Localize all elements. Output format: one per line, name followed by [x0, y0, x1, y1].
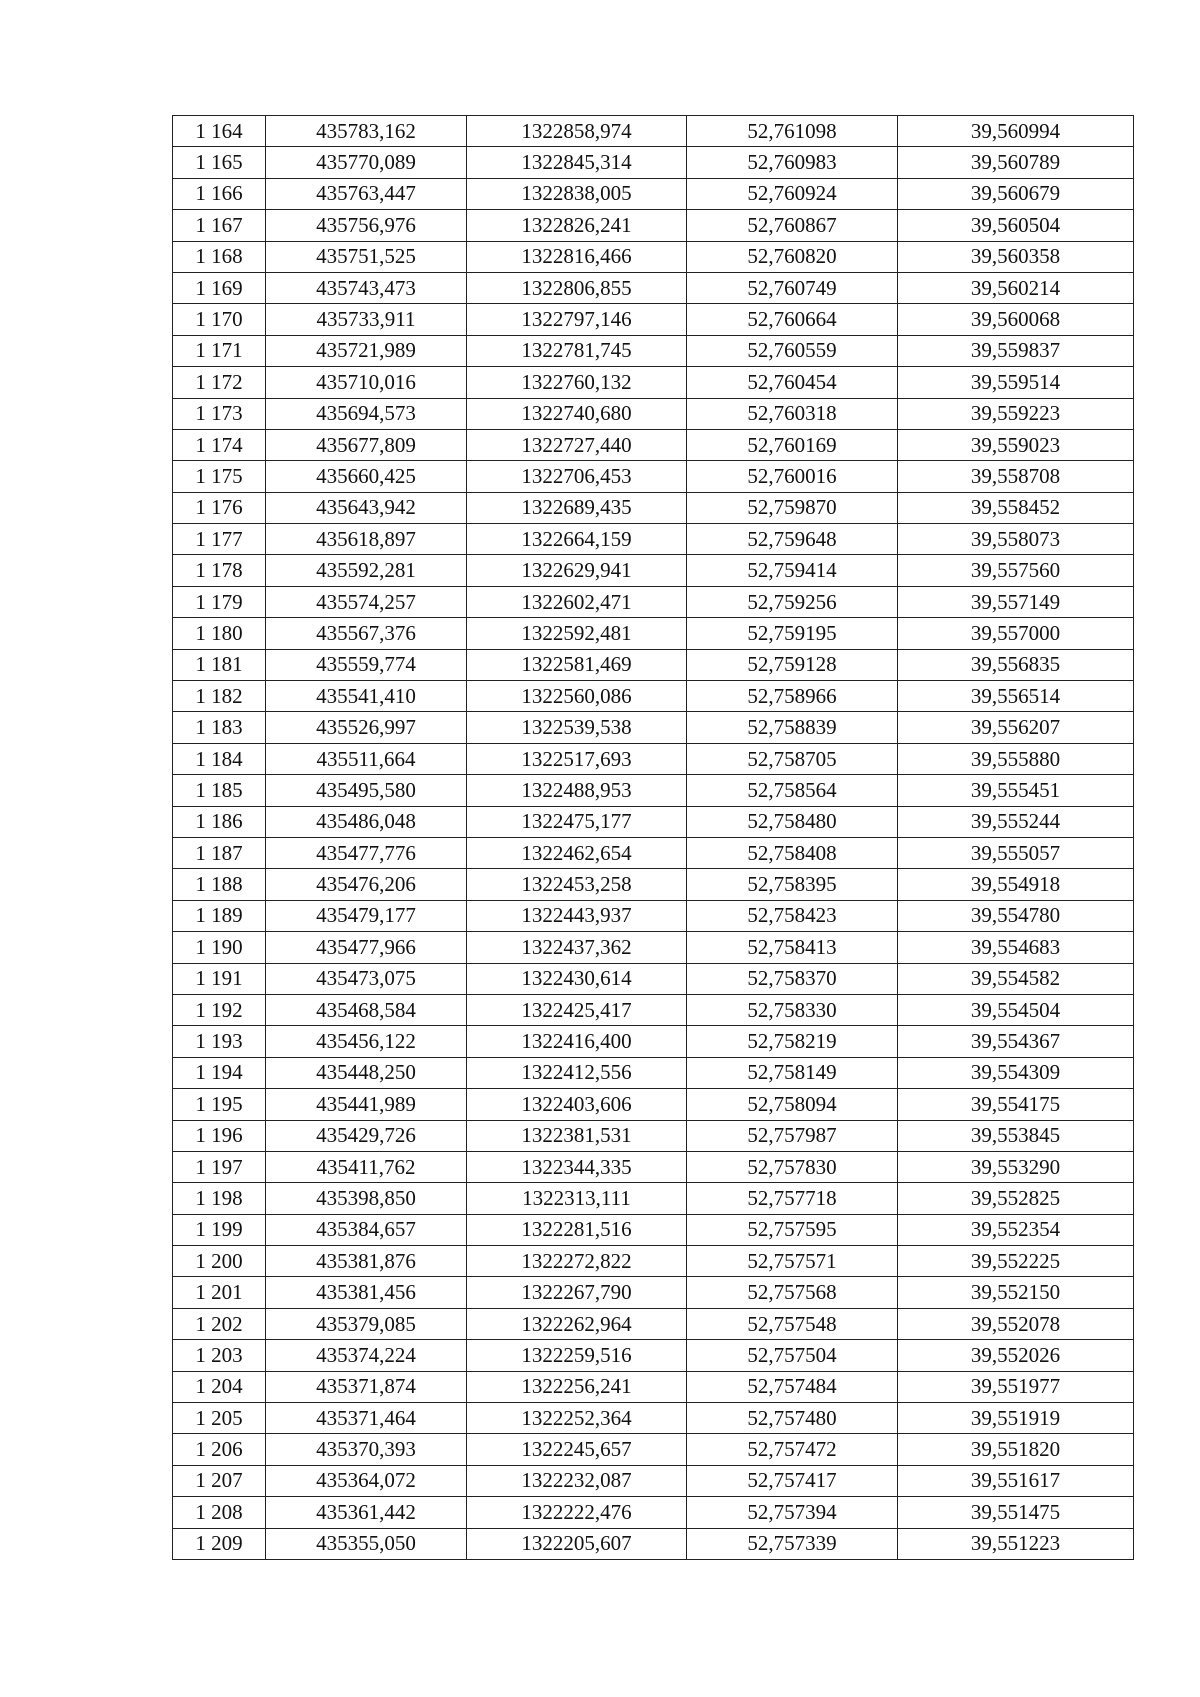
latitude-cell: 52,758423 — [687, 900, 898, 931]
longitude-cell: 39,555451 — [898, 775, 1134, 806]
longitude-cell: 39,560994 — [898, 116, 1134, 147]
y-coordinate-cell: 1322313,111 — [467, 1183, 687, 1214]
x-coordinate-cell: 435429,726 — [266, 1120, 467, 1151]
point-number-cell: 1 207 — [173, 1465, 266, 1496]
point-number-cell: 1 185 — [173, 775, 266, 806]
point-number-cell: 1 178 — [173, 555, 266, 586]
longitude-cell: 39,551617 — [898, 1465, 1134, 1496]
y-coordinate-cell: 1322581,469 — [467, 649, 687, 680]
x-coordinate-cell: 435486,048 — [266, 806, 467, 837]
y-coordinate-cell: 1322267,790 — [467, 1277, 687, 1308]
table-row — [173, 1465, 1134, 1496]
point-number-cell: 1 191 — [173, 963, 266, 994]
longitude-cell: 39,552225 — [898, 1246, 1134, 1277]
latitude-cell: 52,758413 — [687, 932, 898, 963]
longitude-cell: 39,555880 — [898, 743, 1134, 774]
x-coordinate-cell: 435479,177 — [266, 900, 467, 931]
x-coordinate-cell: 435448,250 — [266, 1057, 467, 1088]
table-row — [173, 1434, 1134, 1465]
y-coordinate-cell: 1322806,855 — [467, 272, 687, 303]
latitude-cell: 52,759128 — [687, 649, 898, 680]
x-coordinate-cell: 435733,911 — [266, 304, 467, 335]
point-number-cell: 1 177 — [173, 524, 266, 555]
latitude-cell: 52,757830 — [687, 1151, 898, 1182]
longitude-cell: 39,554780 — [898, 900, 1134, 931]
latitude-cell: 52,758094 — [687, 1089, 898, 1120]
x-coordinate-cell: 435677,809 — [266, 429, 467, 460]
x-coordinate-cell: 435751,525 — [266, 241, 467, 272]
table-row — [173, 524, 1134, 555]
table-row — [173, 1277, 1134, 1308]
point-number-cell: 1 186 — [173, 806, 266, 837]
longitude-cell: 39,560214 — [898, 272, 1134, 303]
latitude-cell: 52,758370 — [687, 963, 898, 994]
x-coordinate-cell: 435411,762 — [266, 1151, 467, 1182]
y-coordinate-cell: 1322816,466 — [467, 241, 687, 272]
latitude-cell: 52,760749 — [687, 272, 898, 303]
longitude-cell: 39,553845 — [898, 1120, 1134, 1151]
y-coordinate-cell: 1322262,964 — [467, 1308, 687, 1339]
x-coordinate-cell: 435379,085 — [266, 1308, 467, 1339]
table-row — [173, 1246, 1134, 1277]
point-number-cell: 1 174 — [173, 429, 266, 460]
latitude-cell: 52,760454 — [687, 367, 898, 398]
longitude-cell: 39,560504 — [898, 210, 1134, 241]
table-row — [173, 775, 1134, 806]
latitude-cell: 52,757548 — [687, 1308, 898, 1339]
latitude-cell: 52,757484 — [687, 1371, 898, 1402]
longitude-cell: 39,551977 — [898, 1371, 1134, 1402]
longitude-cell: 39,557560 — [898, 555, 1134, 586]
y-coordinate-cell: 1322443,937 — [467, 900, 687, 931]
latitude-cell: 52,757417 — [687, 1465, 898, 1496]
point-number-cell: 1 205 — [173, 1403, 266, 1434]
point-number-cell: 1 183 — [173, 712, 266, 743]
point-number-cell: 1 209 — [173, 1528, 266, 1559]
x-coordinate-cell: 435763,447 — [266, 178, 467, 209]
latitude-cell: 52,760169 — [687, 429, 898, 460]
y-coordinate-cell: 1322706,453 — [467, 461, 687, 492]
longitude-cell: 39,552354 — [898, 1214, 1134, 1245]
table-row — [173, 272, 1134, 303]
latitude-cell: 52,757718 — [687, 1183, 898, 1214]
latitude-cell: 52,758408 — [687, 837, 898, 868]
y-coordinate-cell: 1322727,440 — [467, 429, 687, 460]
point-number-cell: 1 206 — [173, 1434, 266, 1465]
longitude-cell: 39,558073 — [898, 524, 1134, 555]
latitude-cell: 52,760664 — [687, 304, 898, 335]
latitude-cell: 52,758480 — [687, 806, 898, 837]
y-coordinate-cell: 1322838,005 — [467, 178, 687, 209]
y-coordinate-cell: 1322437,362 — [467, 932, 687, 963]
y-coordinate-cell: 1322664,159 — [467, 524, 687, 555]
x-coordinate-cell: 435477,776 — [266, 837, 467, 868]
y-coordinate-cell: 1322281,516 — [467, 1214, 687, 1245]
latitude-cell: 52,760983 — [687, 147, 898, 178]
x-coordinate-cell: 435511,664 — [266, 743, 467, 774]
point-number-cell: 1 197 — [173, 1151, 266, 1182]
y-coordinate-cell: 1322629,941 — [467, 555, 687, 586]
x-coordinate-cell: 435384,657 — [266, 1214, 467, 1245]
longitude-cell: 39,560789 — [898, 147, 1134, 178]
latitude-cell: 52,757595 — [687, 1214, 898, 1245]
point-number-cell: 1 181 — [173, 649, 266, 680]
table-row — [173, 1308, 1134, 1339]
y-coordinate-cell: 1322592,481 — [467, 618, 687, 649]
y-coordinate-cell: 1322245,657 — [467, 1434, 687, 1465]
y-coordinate-cell: 1322272,822 — [467, 1246, 687, 1277]
x-coordinate-cell: 435541,410 — [266, 681, 467, 712]
coordinates-table-body — [173, 116, 1134, 1560]
table-row — [173, 681, 1134, 712]
x-coordinate-cell: 435477,966 — [266, 932, 467, 963]
table-row — [173, 429, 1134, 460]
point-number-cell: 1 169 — [173, 272, 266, 303]
longitude-cell: 39,554683 — [898, 932, 1134, 963]
table-row — [173, 178, 1134, 209]
longitude-cell: 39,553290 — [898, 1151, 1134, 1182]
y-coordinate-cell: 1322488,953 — [467, 775, 687, 806]
table-row — [173, 241, 1134, 272]
longitude-cell: 39,552026 — [898, 1340, 1134, 1371]
point-number-cell: 1 184 — [173, 743, 266, 774]
latitude-cell: 52,758330 — [687, 994, 898, 1025]
point-number-cell: 1 173 — [173, 398, 266, 429]
table-row — [173, 837, 1134, 868]
y-coordinate-cell: 1322453,258 — [467, 869, 687, 900]
x-coordinate-cell: 435559,774 — [266, 649, 467, 680]
x-coordinate-cell: 435526,997 — [266, 712, 467, 743]
x-coordinate-cell: 435783,162 — [266, 116, 467, 147]
y-coordinate-cell: 1322344,335 — [467, 1151, 687, 1182]
latitude-cell: 52,758149 — [687, 1057, 898, 1088]
point-number-cell: 1 189 — [173, 900, 266, 931]
table-row — [173, 335, 1134, 366]
x-coordinate-cell: 435710,016 — [266, 367, 467, 398]
point-number-cell: 1 199 — [173, 1214, 266, 1245]
table-row — [173, 1183, 1134, 1214]
y-coordinate-cell: 1322412,556 — [467, 1057, 687, 1088]
y-coordinate-cell: 1322740,680 — [467, 398, 687, 429]
y-coordinate-cell: 1322602,471 — [467, 586, 687, 617]
table-row — [173, 492, 1134, 523]
x-coordinate-cell: 435456,122 — [266, 1026, 467, 1057]
table-row — [173, 1057, 1134, 1088]
table-row — [173, 743, 1134, 774]
table-row — [173, 963, 1134, 994]
longitude-cell: 39,554582 — [898, 963, 1134, 994]
latitude-cell: 52,760559 — [687, 335, 898, 366]
point-number-cell: 1 198 — [173, 1183, 266, 1214]
y-coordinate-cell: 1322205,607 — [467, 1528, 687, 1559]
y-coordinate-cell: 1322781,745 — [467, 335, 687, 366]
y-coordinate-cell: 1322517,693 — [467, 743, 687, 774]
table-row — [173, 1528, 1134, 1559]
point-number-cell: 1 204 — [173, 1371, 266, 1402]
latitude-cell: 52,758219 — [687, 1026, 898, 1057]
point-number-cell: 1 192 — [173, 994, 266, 1025]
latitude-cell: 52,758395 — [687, 869, 898, 900]
y-coordinate-cell: 1322539,538 — [467, 712, 687, 743]
latitude-cell: 52,759195 — [687, 618, 898, 649]
x-coordinate-cell: 435721,989 — [266, 335, 467, 366]
latitude-cell: 52,761098 — [687, 116, 898, 147]
y-coordinate-cell: 1322430,614 — [467, 963, 687, 994]
y-coordinate-cell: 1322232,087 — [467, 1465, 687, 1496]
table-row — [173, 304, 1134, 335]
y-coordinate-cell: 1322858,974 — [467, 116, 687, 147]
x-coordinate-cell: 435374,224 — [266, 1340, 467, 1371]
table-row — [173, 555, 1134, 586]
longitude-cell: 39,556835 — [898, 649, 1134, 680]
y-coordinate-cell: 1322381,531 — [467, 1120, 687, 1151]
x-coordinate-cell: 435468,584 — [266, 994, 467, 1025]
y-coordinate-cell: 1322845,314 — [467, 147, 687, 178]
point-number-cell: 1 200 — [173, 1246, 266, 1277]
latitude-cell: 52,760924 — [687, 178, 898, 209]
latitude-cell: 52,759414 — [687, 555, 898, 586]
point-number-cell: 1 167 — [173, 210, 266, 241]
table-row — [173, 649, 1134, 680]
latitude-cell: 52,757480 — [687, 1403, 898, 1434]
y-coordinate-cell: 1322252,364 — [467, 1403, 687, 1434]
latitude-cell: 52,757472 — [687, 1434, 898, 1465]
y-coordinate-cell: 1322689,435 — [467, 492, 687, 523]
point-number-cell: 1 166 — [173, 178, 266, 209]
longitude-cell: 39,556207 — [898, 712, 1134, 743]
point-number-cell: 1 188 — [173, 869, 266, 900]
table-row — [173, 1340, 1134, 1371]
longitude-cell: 39,554309 — [898, 1057, 1134, 1088]
x-coordinate-cell: 435694,573 — [266, 398, 467, 429]
longitude-cell: 39,558452 — [898, 492, 1134, 523]
latitude-cell: 52,758839 — [687, 712, 898, 743]
longitude-cell: 39,554918 — [898, 869, 1134, 900]
table-row — [173, 1089, 1134, 1120]
latitude-cell: 52,757568 — [687, 1277, 898, 1308]
longitude-cell: 39,554175 — [898, 1089, 1134, 1120]
x-coordinate-cell: 435770,089 — [266, 147, 467, 178]
longitude-cell: 39,555244 — [898, 806, 1134, 837]
latitude-cell: 52,757394 — [687, 1497, 898, 1528]
table-row — [173, 586, 1134, 617]
longitude-cell: 39,551475 — [898, 1497, 1134, 1528]
coordinates-table — [172, 115, 1134, 1560]
table-row — [173, 932, 1134, 963]
longitude-cell: 39,559023 — [898, 429, 1134, 460]
latitude-cell: 52,758966 — [687, 681, 898, 712]
x-coordinate-cell: 435495,580 — [266, 775, 467, 806]
point-number-cell: 1 187 — [173, 837, 266, 868]
point-number-cell: 1 180 — [173, 618, 266, 649]
table-row — [173, 1371, 1134, 1402]
latitude-cell: 52,759870 — [687, 492, 898, 523]
latitude-cell: 52,760820 — [687, 241, 898, 272]
point-number-cell: 1 194 — [173, 1057, 266, 1088]
y-coordinate-cell: 1322760,132 — [467, 367, 687, 398]
x-coordinate-cell: 435381,456 — [266, 1277, 467, 1308]
table-row — [173, 712, 1134, 743]
point-number-cell: 1 190 — [173, 932, 266, 963]
latitude-cell: 52,758705 — [687, 743, 898, 774]
x-coordinate-cell: 435592,281 — [266, 555, 467, 586]
x-coordinate-cell: 435398,850 — [266, 1183, 467, 1214]
x-coordinate-cell: 435756,976 — [266, 210, 467, 241]
latitude-cell: 52,757339 — [687, 1528, 898, 1559]
point-number-cell: 1 175 — [173, 461, 266, 492]
point-number-cell: 1 179 — [173, 586, 266, 617]
point-number-cell: 1 168 — [173, 241, 266, 272]
point-number-cell: 1 170 — [173, 304, 266, 335]
table-row — [173, 869, 1134, 900]
y-coordinate-cell: 1322416,400 — [467, 1026, 687, 1057]
x-coordinate-cell: 435355,050 — [266, 1528, 467, 1559]
table-row — [173, 1151, 1134, 1182]
point-number-cell: 1 196 — [173, 1120, 266, 1151]
point-number-cell: 1 195 — [173, 1089, 266, 1120]
table-row — [173, 994, 1134, 1025]
longitude-cell: 39,560679 — [898, 178, 1134, 209]
y-coordinate-cell: 1322475,177 — [467, 806, 687, 837]
table-row — [173, 618, 1134, 649]
latitude-cell: 52,760318 — [687, 398, 898, 429]
y-coordinate-cell: 1322259,516 — [467, 1340, 687, 1371]
table-row — [173, 147, 1134, 178]
point-number-cell: 1 176 — [173, 492, 266, 523]
longitude-cell: 39,551820 — [898, 1434, 1134, 1465]
longitude-cell: 39,559514 — [898, 367, 1134, 398]
x-coordinate-cell: 435618,897 — [266, 524, 467, 555]
table-row — [173, 1497, 1134, 1528]
point-number-cell: 1 202 — [173, 1308, 266, 1339]
table-row — [173, 116, 1134, 147]
longitude-cell: 39,551223 — [898, 1528, 1134, 1559]
table-row — [173, 398, 1134, 429]
latitude-cell: 52,758564 — [687, 775, 898, 806]
longitude-cell: 39,557000 — [898, 618, 1134, 649]
table-row — [173, 1026, 1134, 1057]
point-number-cell: 1 203 — [173, 1340, 266, 1371]
longitude-cell: 39,552150 — [898, 1277, 1134, 1308]
y-coordinate-cell: 1322826,241 — [467, 210, 687, 241]
point-number-cell: 1 182 — [173, 681, 266, 712]
latitude-cell: 52,759648 — [687, 524, 898, 555]
longitude-cell: 39,555057 — [898, 837, 1134, 868]
latitude-cell: 52,760016 — [687, 461, 898, 492]
point-number-cell: 1 201 — [173, 1277, 266, 1308]
x-coordinate-cell: 435574,257 — [266, 586, 467, 617]
table-row — [173, 1403, 1134, 1434]
longitude-cell: 39,559837 — [898, 335, 1134, 366]
table-row — [173, 806, 1134, 837]
y-coordinate-cell: 1322256,241 — [467, 1371, 687, 1402]
x-coordinate-cell: 435371,874 — [266, 1371, 467, 1402]
point-number-cell: 1 165 — [173, 147, 266, 178]
y-coordinate-cell: 1322797,146 — [467, 304, 687, 335]
x-coordinate-cell: 435371,464 — [266, 1403, 467, 1434]
x-coordinate-cell: 435743,473 — [266, 272, 467, 303]
x-coordinate-cell: 435476,206 — [266, 869, 467, 900]
x-coordinate-cell: 435364,072 — [266, 1465, 467, 1496]
y-coordinate-cell: 1322425,417 — [467, 994, 687, 1025]
point-number-cell: 1 164 — [173, 116, 266, 147]
x-coordinate-cell: 435361,442 — [266, 1497, 467, 1528]
longitude-cell: 39,557149 — [898, 586, 1134, 617]
x-coordinate-cell: 435473,075 — [266, 963, 467, 994]
longitude-cell: 39,558708 — [898, 461, 1134, 492]
longitude-cell: 39,556514 — [898, 681, 1134, 712]
x-coordinate-cell: 435660,425 — [266, 461, 467, 492]
longitude-cell: 39,554367 — [898, 1026, 1134, 1057]
table-row — [173, 1120, 1134, 1151]
point-number-cell: 1 171 — [173, 335, 266, 366]
point-number-cell: 1 208 — [173, 1497, 266, 1528]
table-row — [173, 1214, 1134, 1245]
x-coordinate-cell: 435643,942 — [266, 492, 467, 523]
latitude-cell: 52,757571 — [687, 1246, 898, 1277]
longitude-cell: 39,560358 — [898, 241, 1134, 272]
latitude-cell: 52,759256 — [687, 586, 898, 617]
longitude-cell: 39,551919 — [898, 1403, 1134, 1434]
point-number-cell: 1 172 — [173, 367, 266, 398]
x-coordinate-cell: 435441,989 — [266, 1089, 467, 1120]
longitude-cell: 39,560068 — [898, 304, 1134, 335]
y-coordinate-cell: 1322403,606 — [467, 1089, 687, 1120]
longitude-cell: 39,552078 — [898, 1308, 1134, 1339]
y-coordinate-cell: 1322560,086 — [467, 681, 687, 712]
table-row — [173, 367, 1134, 398]
longitude-cell: 39,554504 — [898, 994, 1134, 1025]
table-row — [173, 900, 1134, 931]
longitude-cell: 39,559223 — [898, 398, 1134, 429]
x-coordinate-cell: 435381,876 — [266, 1246, 467, 1277]
y-coordinate-cell: 1322462,654 — [467, 837, 687, 868]
latitude-cell: 52,757504 — [687, 1340, 898, 1371]
latitude-cell: 52,760867 — [687, 210, 898, 241]
table-row — [173, 210, 1134, 241]
x-coordinate-cell: 435370,393 — [266, 1434, 467, 1465]
latitude-cell: 52,757987 — [687, 1120, 898, 1151]
table-row — [173, 461, 1134, 492]
longitude-cell: 39,552825 — [898, 1183, 1134, 1214]
x-coordinate-cell: 435567,376 — [266, 618, 467, 649]
point-number-cell: 1 193 — [173, 1026, 266, 1057]
y-coordinate-cell: 1322222,476 — [467, 1497, 687, 1528]
